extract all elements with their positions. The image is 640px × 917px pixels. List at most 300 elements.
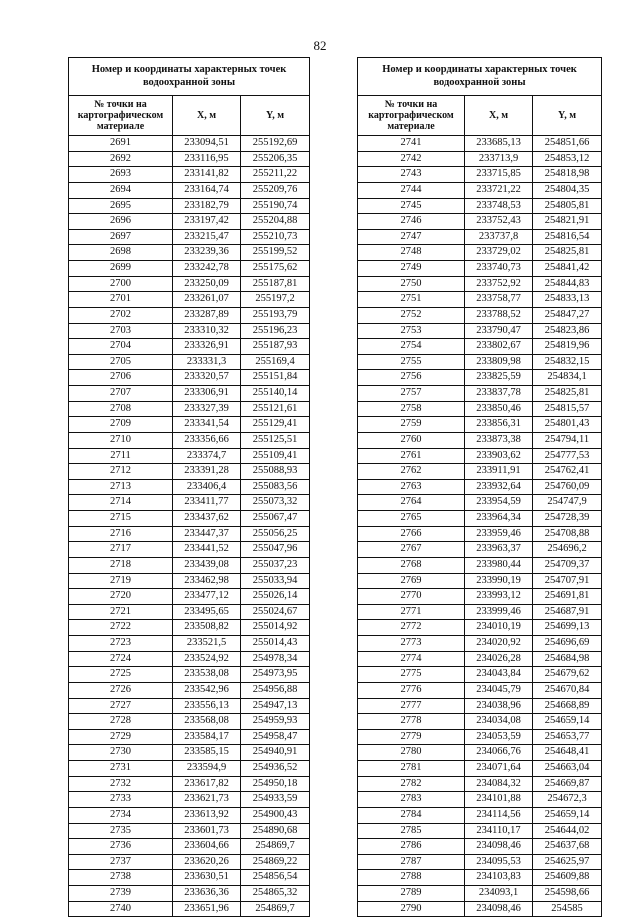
cell-point-number: 2715 — [69, 511, 173, 527]
cell-y-coordinate: 255196,23 — [241, 323, 310, 339]
cell-y-coordinate: 254585 — [533, 901, 602, 917]
cell-point-number: 2785 — [358, 823, 465, 839]
cell-point-number: 2707 — [69, 386, 173, 402]
cell-point-number: 2701 — [69, 292, 173, 308]
cell-x-coordinate: 234020,92 — [465, 636, 533, 652]
table-row — [69, 136, 310, 152]
cell-x-coordinate: 233604,66 — [173, 839, 241, 855]
cell-y-coordinate: 254841,42 — [533, 261, 602, 277]
cell-x-coordinate: 233748,53 — [465, 198, 533, 214]
table-row — [358, 573, 602, 589]
cell-x-coordinate: 233620,26 — [173, 854, 241, 870]
cell-x-coordinate: 233630,51 — [173, 870, 241, 886]
cell-y-coordinate: 254696,2 — [533, 542, 602, 558]
cell-y-coordinate: 255083,56 — [241, 479, 310, 495]
cell-y-coordinate: 255187,81 — [241, 276, 310, 292]
cell-y-coordinate: 254760,09 — [533, 479, 602, 495]
cell-point-number: 2752 — [358, 307, 465, 323]
cell-x-coordinate: 233391,28 — [173, 464, 241, 480]
cell-x-coordinate: 233713,9 — [465, 151, 533, 167]
cell-y-coordinate: 254598,66 — [533, 886, 602, 902]
cell-x-coordinate: 233963,37 — [465, 542, 533, 558]
cell-point-number: 2761 — [358, 448, 465, 464]
cell-x-coordinate: 233636,36 — [173, 886, 241, 902]
cell-y-coordinate: 255190,74 — [241, 198, 310, 214]
table-row — [358, 448, 602, 464]
cell-point-number: 2703 — [69, 323, 173, 339]
cell-y-coordinate: 254707,91 — [533, 573, 602, 589]
cell-x-coordinate: 233215,47 — [173, 229, 241, 245]
cell-point-number: 2724 — [69, 651, 173, 667]
cell-x-coordinate: 233141,82 — [173, 167, 241, 183]
cell-point-number: 2713 — [69, 479, 173, 495]
table-row — [69, 761, 310, 777]
cell-x-coordinate: 234098,46 — [465, 839, 533, 855]
table-row — [358, 464, 602, 480]
cell-y-coordinate: 255121,61 — [241, 401, 310, 417]
table-title: Номер и координаты характерных точек водоохранной зоны — [69, 58, 310, 96]
table-row — [69, 214, 310, 230]
cell-x-coordinate: 234093,1 — [465, 886, 533, 902]
cell-point-number: 2754 — [358, 339, 465, 355]
cell-x-coordinate: 234095,53 — [465, 854, 533, 870]
cell-x-coordinate: 233556,13 — [173, 698, 241, 714]
cell-x-coordinate: 233441,52 — [173, 542, 241, 558]
table-row — [69, 526, 310, 542]
table-row — [358, 792, 602, 808]
cell-y-coordinate: 254679,62 — [533, 667, 602, 683]
table-row — [69, 667, 310, 683]
cell-y-coordinate: 254687,91 — [533, 604, 602, 620]
cell-point-number: 2722 — [69, 620, 173, 636]
cell-y-coordinate: 255033,94 — [241, 573, 310, 589]
cell-y-coordinate: 254663,04 — [533, 761, 602, 777]
cell-point-number: 2753 — [358, 323, 465, 339]
cell-y-coordinate: 254834,1 — [533, 370, 602, 386]
cell-y-coordinate: 254847,27 — [533, 307, 602, 323]
table-row — [358, 589, 602, 605]
cell-y-coordinate: 255209,76 — [241, 182, 310, 198]
cell-x-coordinate: 233758,77 — [465, 292, 533, 308]
cell-x-coordinate: 233729,02 — [465, 245, 533, 261]
cell-point-number: 2693 — [69, 167, 173, 183]
cell-x-coordinate: 233521,5 — [173, 636, 241, 652]
table-row — [69, 401, 310, 417]
cell-y-coordinate: 254865,32 — [241, 886, 310, 902]
cell-x-coordinate: 233999,46 — [465, 604, 533, 620]
table-row — [69, 776, 310, 792]
cell-y-coordinate: 255211,22 — [241, 167, 310, 183]
cell-x-coordinate: 233542,96 — [173, 682, 241, 698]
cell-x-coordinate: 234010,19 — [465, 620, 533, 636]
column-header-point: № точки на картографическом материале — [69, 96, 173, 136]
column-header-y: Y, м — [533, 96, 602, 136]
table-row — [69, 823, 310, 839]
table-row — [358, 214, 602, 230]
cell-x-coordinate: 233310,32 — [173, 323, 241, 339]
cell-x-coordinate: 233094,51 — [173, 136, 241, 152]
cell-x-coordinate: 234114,56 — [465, 807, 533, 823]
cell-x-coordinate: 233721,22 — [465, 182, 533, 198]
cell-y-coordinate: 254956,88 — [241, 682, 310, 698]
table-row — [358, 354, 602, 370]
cell-x-coordinate: 233954,59 — [465, 495, 533, 511]
cell-point-number: 2755 — [358, 354, 465, 370]
cell-point-number: 2694 — [69, 182, 173, 198]
cell-y-coordinate: 254762,41 — [533, 464, 602, 480]
cell-y-coordinate: 255204,88 — [241, 214, 310, 230]
cell-y-coordinate: 254653,77 — [533, 729, 602, 745]
cell-point-number: 2737 — [69, 854, 173, 870]
cell-y-coordinate: 254699,13 — [533, 620, 602, 636]
table-row — [358, 417, 602, 433]
table-row — [358, 870, 602, 886]
cell-x-coordinate: 233802,67 — [465, 339, 533, 355]
cell-point-number: 2782 — [358, 776, 465, 792]
cell-point-number: 2698 — [69, 245, 173, 261]
cell-point-number: 2726 — [69, 682, 173, 698]
cell-x-coordinate: 233621,73 — [173, 792, 241, 808]
cell-y-coordinate: 254940,91 — [241, 745, 310, 761]
table-row — [358, 839, 602, 855]
cell-x-coordinate: 233331,3 — [173, 354, 241, 370]
table-row — [69, 839, 310, 855]
cell-y-coordinate: 254973,95 — [241, 667, 310, 683]
cell-point-number: 2717 — [69, 542, 173, 558]
cell-point-number: 2787 — [358, 854, 465, 870]
cell-y-coordinate: 254708,88 — [533, 526, 602, 542]
cell-y-coordinate: 255175,62 — [241, 261, 310, 277]
table-row — [69, 745, 310, 761]
cell-x-coordinate: 233911,91 — [465, 464, 533, 480]
table-row — [358, 761, 602, 777]
cell-x-coordinate: 233320,57 — [173, 370, 241, 386]
cell-y-coordinate: 254818,98 — [533, 167, 602, 183]
cell-y-coordinate: 255125,51 — [241, 432, 310, 448]
cell-x-coordinate: 234026,28 — [465, 651, 533, 667]
table-row — [69, 886, 310, 902]
cell-point-number: 2743 — [358, 167, 465, 183]
cell-y-coordinate: 254869,22 — [241, 854, 310, 870]
table-row — [69, 542, 310, 558]
cell-point-number: 2705 — [69, 354, 173, 370]
cell-y-coordinate: 255073,32 — [241, 495, 310, 511]
cell-point-number: 2764 — [358, 495, 465, 511]
cell-point-number: 2695 — [69, 198, 173, 214]
table-row — [69, 854, 310, 870]
cell-point-number: 2750 — [358, 276, 465, 292]
cell-point-number: 2700 — [69, 276, 173, 292]
cell-y-coordinate: 255129,41 — [241, 417, 310, 433]
table-row — [358, 339, 602, 355]
table-row — [69, 307, 310, 323]
table-row — [358, 370, 602, 386]
table-row — [358, 182, 602, 198]
cell-y-coordinate: 255014,92 — [241, 620, 310, 636]
cell-point-number: 2719 — [69, 573, 173, 589]
cell-x-coordinate: 233287,89 — [173, 307, 241, 323]
cell-y-coordinate: 255109,41 — [241, 448, 310, 464]
cell-point-number: 2771 — [358, 604, 465, 620]
cell-point-number: 2788 — [358, 870, 465, 886]
table-row — [358, 229, 602, 245]
table-row — [358, 307, 602, 323]
cell-point-number: 2727 — [69, 698, 173, 714]
table-row — [69, 620, 310, 636]
cell-y-coordinate: 254947,13 — [241, 698, 310, 714]
cell-point-number: 2747 — [358, 229, 465, 245]
cell-x-coordinate: 233568,08 — [173, 714, 241, 730]
table-body-right — [358, 136, 602, 917]
cell-y-coordinate: 254609,88 — [533, 870, 602, 886]
table-row — [69, 167, 310, 183]
cell-x-coordinate: 233613,92 — [173, 807, 241, 823]
cell-x-coordinate: 233809,98 — [465, 354, 533, 370]
cell-y-coordinate: 254670,84 — [533, 682, 602, 698]
table-row — [358, 401, 602, 417]
cell-point-number: 2709 — [69, 417, 173, 433]
table-row — [358, 261, 602, 277]
table-body-left — [69, 136, 310, 917]
cell-point-number: 2768 — [358, 557, 465, 573]
cell-y-coordinate: 254659,14 — [533, 807, 602, 823]
cell-point-number: 2706 — [69, 370, 173, 386]
cell-x-coordinate: 233993,12 — [465, 589, 533, 605]
cell-y-coordinate: 254794,11 — [533, 432, 602, 448]
cell-point-number: 2720 — [69, 589, 173, 605]
table-row — [358, 807, 602, 823]
cell-point-number: 2746 — [358, 214, 465, 230]
cell-y-coordinate: 255037,23 — [241, 557, 310, 573]
cell-x-coordinate: 233326,91 — [173, 339, 241, 355]
cell-point-number: 2766 — [358, 526, 465, 542]
cell-x-coordinate: 233116,95 — [173, 151, 241, 167]
cell-point-number: 2716 — [69, 526, 173, 542]
cell-point-number: 2784 — [358, 807, 465, 823]
table-row — [69, 245, 310, 261]
table-row — [358, 323, 602, 339]
cell-point-number: 2759 — [358, 417, 465, 433]
cell-y-coordinate: 254819,96 — [533, 339, 602, 355]
cell-y-coordinate: 254644,02 — [533, 823, 602, 839]
cell-x-coordinate: 233617,82 — [173, 776, 241, 792]
cell-point-number: 2774 — [358, 651, 465, 667]
cell-y-coordinate: 254668,89 — [533, 698, 602, 714]
table-row — [69, 682, 310, 698]
cell-point-number: 2691 — [69, 136, 173, 152]
table-row — [69, 432, 310, 448]
cell-y-coordinate: 254637,68 — [533, 839, 602, 855]
table-row — [69, 261, 310, 277]
cell-point-number: 2778 — [358, 714, 465, 730]
cell-point-number: 2776 — [358, 682, 465, 698]
cell-point-number: 2702 — [69, 307, 173, 323]
table-row — [358, 479, 602, 495]
table-row — [69, 557, 310, 573]
column-header-x: X, м — [465, 96, 533, 136]
cell-point-number: 2714 — [69, 495, 173, 511]
cell-x-coordinate: 233601,73 — [173, 823, 241, 839]
cell-x-coordinate: 233411,77 — [173, 495, 241, 511]
cell-x-coordinate: 233788,52 — [465, 307, 533, 323]
cell-y-coordinate: 254659,14 — [533, 714, 602, 730]
cell-point-number: 2757 — [358, 386, 465, 402]
page-number: 82 — [313, 38, 327, 53]
cell-point-number: 2739 — [69, 886, 173, 902]
cell-x-coordinate: 233850,46 — [465, 401, 533, 417]
table-row — [358, 432, 602, 448]
cell-x-coordinate: 233825,59 — [465, 370, 533, 386]
cell-point-number: 2725 — [69, 667, 173, 683]
cell-y-coordinate: 254691,81 — [533, 589, 602, 605]
cell-x-coordinate: 233740,73 — [465, 261, 533, 277]
cell-x-coordinate: 233594,9 — [173, 761, 241, 777]
cell-x-coordinate: 233462,98 — [173, 573, 241, 589]
cell-y-coordinate: 254728,39 — [533, 511, 602, 527]
cell-y-coordinate: 255206,35 — [241, 151, 310, 167]
cell-x-coordinate: 233715,85 — [465, 167, 533, 183]
cell-point-number: 2781 — [358, 761, 465, 777]
cell-x-coordinate: 233790,47 — [465, 323, 533, 339]
cell-y-coordinate: 254684,98 — [533, 651, 602, 667]
cell-x-coordinate: 233164,74 — [173, 182, 241, 198]
cell-y-coordinate: 254747,9 — [533, 495, 602, 511]
cell-point-number: 2745 — [358, 198, 465, 214]
table-row — [358, 682, 602, 698]
cell-x-coordinate: 233932,64 — [465, 479, 533, 495]
cell-x-coordinate: 233508,82 — [173, 620, 241, 636]
cell-point-number: 2744 — [358, 182, 465, 198]
table-row — [69, 386, 310, 402]
table-row — [69, 464, 310, 480]
cell-y-coordinate: 254959,93 — [241, 714, 310, 730]
table-row — [358, 292, 602, 308]
table-title: Номер и координаты характерных точек водоохранной зоны — [358, 58, 602, 96]
table-row — [358, 167, 602, 183]
cell-x-coordinate: 233837,78 — [465, 386, 533, 402]
table-row — [69, 792, 310, 808]
cell-y-coordinate: 254823,86 — [533, 323, 602, 339]
cell-x-coordinate: 233584,17 — [173, 729, 241, 745]
cell-y-coordinate: 255047,96 — [241, 542, 310, 558]
cell-x-coordinate: 233356,66 — [173, 432, 241, 448]
cell-point-number: 2721 — [69, 604, 173, 620]
cell-y-coordinate: 254936,52 — [241, 761, 310, 777]
cell-x-coordinate: 233964,34 — [465, 511, 533, 527]
cell-y-coordinate: 254669,87 — [533, 776, 602, 792]
cell-point-number: 2729 — [69, 729, 173, 745]
cell-y-coordinate: 254815,57 — [533, 401, 602, 417]
cell-point-number: 2769 — [358, 573, 465, 589]
cell-point-number: 2740 — [69, 901, 173, 917]
table-row — [358, 542, 602, 558]
cell-x-coordinate: 234098,46 — [465, 901, 533, 917]
cell-x-coordinate: 233239,36 — [173, 245, 241, 261]
table-row — [358, 511, 602, 527]
cell-y-coordinate: 254900,43 — [241, 807, 310, 823]
cell-x-coordinate: 233447,37 — [173, 526, 241, 542]
cell-y-coordinate: 254869,7 — [241, 839, 310, 855]
table-row — [358, 604, 602, 620]
cell-y-coordinate: 254821,91 — [533, 214, 602, 230]
cell-x-coordinate: 234084,32 — [465, 776, 533, 792]
table-row — [358, 886, 602, 902]
cell-x-coordinate: 233374,7 — [173, 448, 241, 464]
cell-y-coordinate: 254958,47 — [241, 729, 310, 745]
cell-y-coordinate: 254777,53 — [533, 448, 602, 464]
cell-x-coordinate: 233651,96 — [173, 901, 241, 917]
cell-x-coordinate: 233538,08 — [173, 667, 241, 683]
coordinates-table-left — [68, 57, 310, 917]
cell-x-coordinate: 233980,44 — [465, 557, 533, 573]
cell-point-number: 2749 — [358, 261, 465, 277]
table-row — [69, 276, 310, 292]
cell-point-number: 2710 — [69, 432, 173, 448]
cell-point-number: 2775 — [358, 667, 465, 683]
cell-x-coordinate: 234053,59 — [465, 729, 533, 745]
coordinates-table-right — [357, 57, 602, 917]
table-row — [69, 292, 310, 308]
cell-y-coordinate: 254801,43 — [533, 417, 602, 433]
column-header-x: X, м — [173, 96, 241, 136]
table-row — [358, 729, 602, 745]
table-row — [69, 604, 310, 620]
cell-y-coordinate: 254832,15 — [533, 354, 602, 370]
cell-y-coordinate: 255024,67 — [241, 604, 310, 620]
cell-y-coordinate: 255088,93 — [241, 464, 310, 480]
cell-point-number: 2696 — [69, 214, 173, 230]
cell-y-coordinate: 254625,97 — [533, 854, 602, 870]
cell-point-number: 2770 — [358, 589, 465, 605]
cell-y-coordinate: 255199,52 — [241, 245, 310, 261]
cell-point-number: 2735 — [69, 823, 173, 839]
cell-x-coordinate: 233406,4 — [173, 479, 241, 495]
table-row — [69, 339, 310, 355]
table-row — [69, 151, 310, 167]
cell-point-number: 2772 — [358, 620, 465, 636]
table-row — [358, 495, 602, 511]
cell-point-number: 2736 — [69, 839, 173, 855]
cell-point-number: 2738 — [69, 870, 173, 886]
cell-point-number: 2780 — [358, 745, 465, 761]
cell-x-coordinate: 233990,19 — [465, 573, 533, 589]
cell-point-number: 2711 — [69, 448, 173, 464]
table-row — [358, 557, 602, 573]
cell-x-coordinate: 234066,76 — [465, 745, 533, 761]
cell-point-number: 2741 — [358, 136, 465, 152]
table-row — [69, 651, 310, 667]
table-row — [69, 729, 310, 745]
cell-y-coordinate: 255151,84 — [241, 370, 310, 386]
cell-y-coordinate: 254696,69 — [533, 636, 602, 652]
cell-x-coordinate: 233439,08 — [173, 557, 241, 573]
table-row — [69, 479, 310, 495]
table-row — [358, 620, 602, 636]
cell-x-coordinate: 233737,8 — [465, 229, 533, 245]
cell-x-coordinate: 233856,31 — [465, 417, 533, 433]
cell-x-coordinate: 233182,79 — [173, 198, 241, 214]
cell-x-coordinate: 233477,12 — [173, 589, 241, 605]
cell-x-coordinate: 233873,38 — [465, 432, 533, 448]
table-row — [69, 807, 310, 823]
table-row — [358, 667, 602, 683]
cell-y-coordinate: 254851,66 — [533, 136, 602, 152]
table-row — [358, 823, 602, 839]
cell-y-coordinate: 254816,54 — [533, 229, 602, 245]
cell-point-number: 2730 — [69, 745, 173, 761]
cell-point-number: 2712 — [69, 464, 173, 480]
cell-y-coordinate: 254844,83 — [533, 276, 602, 292]
